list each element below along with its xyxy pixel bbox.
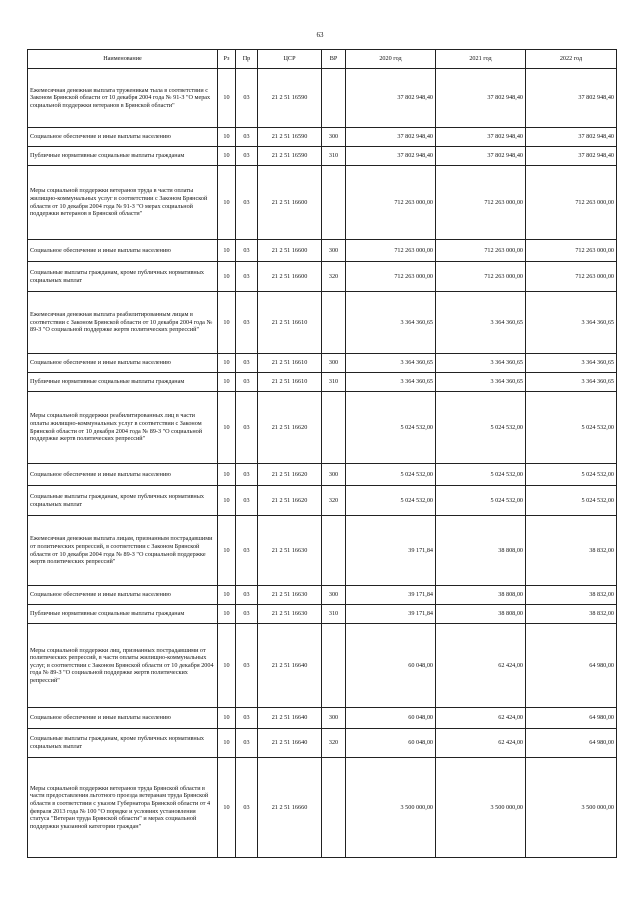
header-2021: 2021 год <box>436 50 526 69</box>
row-2022: 38 832,00 <box>526 516 617 586</box>
row-rz: 10 <box>218 128 236 147</box>
page-number: 63 <box>316 31 324 39</box>
row-2022: 3 500 000,00 <box>526 758 617 858</box>
header-pr: Пр <box>236 50 258 69</box>
row-rz: 10 <box>218 624 236 708</box>
row-name: Социальные выплаты гражданам, кроме публичных нормативных социальных выплат <box>28 262 218 292</box>
row-2020: 39 171,84 <box>346 586 436 605</box>
row-2021: 5 024 532,00 <box>436 464 526 486</box>
row-vr: 320 <box>322 729 346 758</box>
row-2022: 38 832,00 <box>526 605 617 624</box>
row-pr: 03 <box>236 292 258 354</box>
row-pr: 03 <box>236 240 258 262</box>
row-pr: 03 <box>236 69 258 128</box>
row-2022: 712 263 000,00 <box>526 262 617 292</box>
row-2022: 5 024 532,00 <box>526 464 617 486</box>
row-2021: 37 802 948,40 <box>436 128 526 147</box>
row-vr: 300 <box>322 586 346 605</box>
row-2022: 3 364 360,65 <box>526 373 617 392</box>
row-csr: 21 2 51 16610 <box>258 292 322 354</box>
row-rz: 10 <box>218 240 236 262</box>
row-2022: 38 832,00 <box>526 586 617 605</box>
row-csr: 21 2 51 16610 <box>258 373 322 392</box>
table-row <box>28 624 617 708</box>
budget-table <box>27 49 617 858</box>
row-2021: 38 808,00 <box>436 586 526 605</box>
row-rz: 10 <box>218 373 236 392</box>
row-vr <box>322 69 346 128</box>
row-2022: 64 980,00 <box>526 729 617 758</box>
row-2020: 3 500 000,00 <box>346 758 436 858</box>
row-vr <box>322 392 346 464</box>
table-row <box>28 240 617 262</box>
row-name: Ежемесячная денежная выплата реабилитированным лицам в соответствии с Законом Брянской области от 10 декабря 2004 года № 89-З "О социальной поддержке жертв политических репрессий" <box>28 292 218 354</box>
row-2020: 5 024 532,00 <box>346 486 436 516</box>
row-rz: 10 <box>218 69 236 128</box>
row-rz: 10 <box>218 354 236 373</box>
row-pr: 03 <box>236 262 258 292</box>
row-vr <box>322 166 346 240</box>
row-2021: 5 024 532,00 <box>436 486 526 516</box>
row-2020: 3 364 360,65 <box>346 354 436 373</box>
header-rz: Рз <box>218 50 236 69</box>
row-2021: 3 500 000,00 <box>436 758 526 858</box>
row-2021: 62 424,00 <box>436 729 526 758</box>
row-vr <box>322 516 346 586</box>
row-vr: 320 <box>322 486 346 516</box>
table-row <box>28 605 617 624</box>
row-pr: 03 <box>236 486 258 516</box>
row-2021: 38 808,00 <box>436 605 526 624</box>
table-row <box>28 147 617 166</box>
row-vr: 310 <box>322 373 346 392</box>
row-csr: 21 2 51 16600 <box>258 240 322 262</box>
row-2022: 64 980,00 <box>526 624 617 708</box>
table-row <box>28 292 617 354</box>
table-row <box>28 464 617 486</box>
header-2022: 2022 год <box>526 50 617 69</box>
row-csr: 21 2 51 16630 <box>258 605 322 624</box>
table-row <box>28 373 617 392</box>
row-csr: 21 2 51 16640 <box>258 624 322 708</box>
row-2020: 39 171,84 <box>346 605 436 624</box>
row-name: Меры социальной поддержки лиц, признанных пострадавшими от политических репрессий, в части оплаты жилищно-коммунальных услуг, в соответствии с Законом Брянской области от 10 декабря 2004 года № 89-З "О социальной поддержке жертв политических репрессий" <box>28 624 218 708</box>
table-row <box>28 516 617 586</box>
row-2022: 5 024 532,00 <box>526 392 617 464</box>
row-2021: 5 024 532,00 <box>436 392 526 464</box>
table-row <box>28 354 617 373</box>
row-2022: 3 364 360,65 <box>526 292 617 354</box>
row-csr: 21 2 51 16660 <box>258 758 322 858</box>
table-row <box>28 69 617 128</box>
row-rz: 10 <box>218 729 236 758</box>
row-pr: 03 <box>236 166 258 240</box>
row-2021: 712 263 000,00 <box>436 262 526 292</box>
header-vr: ВР <box>322 50 346 69</box>
row-pr: 03 <box>236 758 258 858</box>
row-2021: 3 364 360,65 <box>436 373 526 392</box>
row-vr: 300 <box>322 464 346 486</box>
row-pr: 03 <box>236 464 258 486</box>
row-csr: 21 2 51 16620 <box>258 464 322 486</box>
row-pr: 03 <box>236 605 258 624</box>
row-2021: 62 424,00 <box>436 624 526 708</box>
row-rz: 10 <box>218 147 236 166</box>
row-name: Ежемесячная денежная выплата труженикам тыла в соответствии с Законом Брянской области от 10 декабря 2004 года № 91-З "О мерах социальной поддержки ветеранов в Брянской области" <box>28 69 218 128</box>
row-2020: 60 048,00 <box>346 729 436 758</box>
row-vr: 320 <box>322 262 346 292</box>
row-pr: 03 <box>236 729 258 758</box>
row-name: Ежемесячная денежная выплата лицам, признанным пострадавшими от политических репрессий, в соответствии с Законом Брянской области от 10 декабря 2004 года № 89-З "О социальной поддержке жертв политических репрессий" <box>28 516 218 586</box>
row-pr: 03 <box>236 516 258 586</box>
row-2020: 712 263 000,00 <box>346 262 436 292</box>
row-rz: 10 <box>218 516 236 586</box>
row-pr: 03 <box>236 147 258 166</box>
table-row <box>28 486 617 516</box>
row-csr: 21 2 51 16640 <box>258 708 322 729</box>
row-2020: 5 024 532,00 <box>346 392 436 464</box>
table-row <box>28 708 617 729</box>
row-vr: 300 <box>322 708 346 729</box>
row-2020: 3 364 360,65 <box>346 373 436 392</box>
row-2021: 3 364 360,65 <box>436 354 526 373</box>
row-vr <box>322 292 346 354</box>
row-csr: 21 2 51 16620 <box>258 392 322 464</box>
row-pr: 03 <box>236 624 258 708</box>
row-name: Социальные выплаты гражданам, кроме публичных нормативных социальных выплат <box>28 486 218 516</box>
table-header-row <box>28 50 617 69</box>
row-csr: 21 2 51 16640 <box>258 729 322 758</box>
row-vr: 300 <box>322 240 346 262</box>
row-vr: 300 <box>322 354 346 373</box>
row-name: Меры социальной поддержки ветеранов труда в части оплаты жилищно-коммунальных услуг в соответствии с Законом Брянской области от 10 декабря 2004 года № 91-З "О мерах социальной поддержки ветеранов в Брянской области" <box>28 166 218 240</box>
row-2022: 64 980,00 <box>526 708 617 729</box>
row-csr: 21 2 51 16600 <box>258 262 322 292</box>
row-2021: 3 364 360,65 <box>436 292 526 354</box>
row-rz: 10 <box>218 292 236 354</box>
row-2020: 37 802 948,40 <box>346 147 436 166</box>
row-name: Публичные нормативные социальные выплаты гражданам <box>28 605 218 624</box>
row-name: Меры социальной поддержки ветеранов труда Брянской области в части предоставления льготного проезда ветеранам труда Брянской области в соответствии с указом Губернатора Брянской области от 4 февраля 2013 года № 100 "О порядке и условиях установления статуса "Ветеран труда Брянской области" и мерах социальной поддержки указанной категории граждан" <box>28 758 218 858</box>
row-2020: 39 171,84 <box>346 516 436 586</box>
row-2021: 712 263 000,00 <box>436 166 526 240</box>
row-name: Публичные нормативные социальные выплаты гражданам <box>28 147 218 166</box>
row-rz: 10 <box>218 708 236 729</box>
row-csr: 21 2 51 16590 <box>258 69 322 128</box>
row-2022: 712 263 000,00 <box>526 240 617 262</box>
row-rz: 10 <box>218 392 236 464</box>
row-pr: 03 <box>236 373 258 392</box>
row-vr: 310 <box>322 147 346 166</box>
row-csr: 21 2 51 16590 <box>258 147 322 166</box>
row-name: Социальные выплаты гражданам, кроме публичных нормативных социальных выплат <box>28 729 218 758</box>
row-2020: 3 364 360,65 <box>346 292 436 354</box>
row-2022: 3 364 360,65 <box>526 354 617 373</box>
row-pr: 03 <box>236 392 258 464</box>
row-pr: 03 <box>236 586 258 605</box>
table-row <box>28 586 617 605</box>
row-rz: 10 <box>218 586 236 605</box>
row-2022: 37 802 948,40 <box>526 147 617 166</box>
row-2021: 37 802 948,40 <box>436 147 526 166</box>
row-name: Меры социальной поддержки реабилитированных лиц в части оплаты жилищно-коммунальных услуг в соответствии с Законом Брянской области от 10 декабря 2004 года № 89-З "О социальной поддержке жертв политических репрессий" <box>28 392 218 464</box>
header-2020: 2020 год <box>346 50 436 69</box>
row-2022: 37 802 948,40 <box>526 128 617 147</box>
row-rz: 10 <box>218 605 236 624</box>
row-pr: 03 <box>236 128 258 147</box>
row-name: Социальное обеспечение и иные выплаты населению <box>28 240 218 262</box>
header-name: Наименование <box>28 50 218 69</box>
row-name: Социальное обеспечение и иные выплаты населению <box>28 708 218 729</box>
row-vr: 310 <box>322 605 346 624</box>
row-2022: 712 263 000,00 <box>526 166 617 240</box>
row-2021: 712 263 000,00 <box>436 240 526 262</box>
table-row <box>28 392 617 464</box>
row-csr: 21 2 51 16590 <box>258 128 322 147</box>
row-name: Публичные нормативные социальные выплаты гражданам <box>28 373 218 392</box>
row-2020: 60 048,00 <box>346 708 436 729</box>
row-2021: 38 808,00 <box>436 516 526 586</box>
row-name: Социальное обеспечение и иные выплаты населению <box>28 586 218 605</box>
row-vr <box>322 758 346 858</box>
row-2020: 712 263 000,00 <box>346 166 436 240</box>
row-rz: 10 <box>218 758 236 858</box>
row-csr: 21 2 51 16630 <box>258 586 322 605</box>
row-2020: 37 802 948,40 <box>346 69 436 128</box>
header-csr: ЦСР <box>258 50 322 69</box>
row-2020: 712 263 000,00 <box>346 240 436 262</box>
row-rz: 10 <box>218 262 236 292</box>
table-row <box>28 166 617 240</box>
row-2021: 37 802 948,40 <box>436 69 526 128</box>
row-2020: 37 802 948,40 <box>346 128 436 147</box>
row-csr: 21 2 51 16630 <box>258 516 322 586</box>
row-rz: 10 <box>218 486 236 516</box>
row-csr: 21 2 51 16620 <box>258 486 322 516</box>
row-vr: 300 <box>322 128 346 147</box>
row-csr: 21 2 51 16600 <box>258 166 322 240</box>
row-name: Социальное обеспечение и иные выплаты населению <box>28 128 218 147</box>
row-name: Социальное обеспечение и иные выплаты населению <box>28 464 218 486</box>
row-2022: 5 024 532,00 <box>526 486 617 516</box>
row-2022: 37 802 948,40 <box>526 69 617 128</box>
row-rz: 10 <box>218 166 236 240</box>
table-row <box>28 758 617 858</box>
table-row <box>28 729 617 758</box>
row-pr: 03 <box>236 708 258 729</box>
row-vr <box>322 624 346 708</box>
table-row <box>28 262 617 292</box>
row-csr: 21 2 51 16610 <box>258 354 322 373</box>
row-name: Социальное обеспечение и иные выплаты населению <box>28 354 218 373</box>
row-rz: 10 <box>218 464 236 486</box>
row-pr: 03 <box>236 354 258 373</box>
table-row <box>28 128 617 147</box>
row-2020: 60 048,00 <box>346 624 436 708</box>
row-2020: 5 024 532,00 <box>346 464 436 486</box>
row-2021: 62 424,00 <box>436 708 526 729</box>
